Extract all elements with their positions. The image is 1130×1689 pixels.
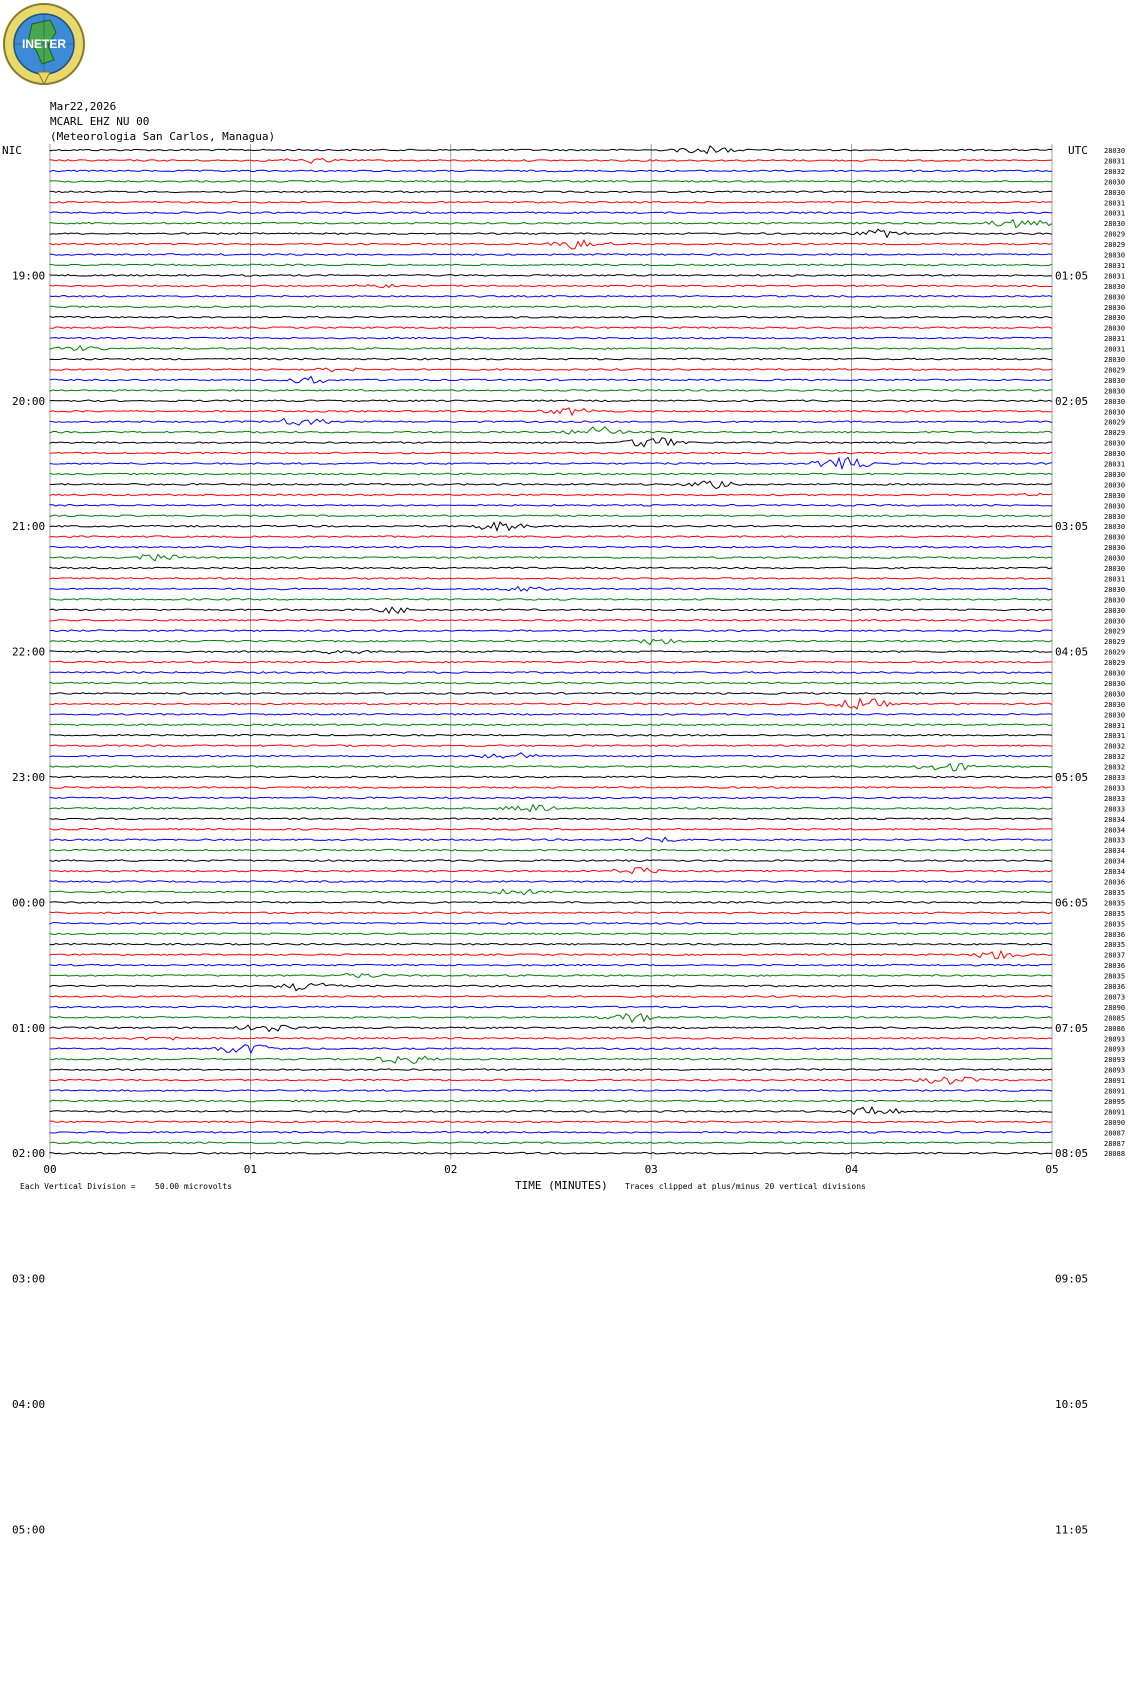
seismic-trace — [50, 1152, 1052, 1154]
trace-value-label: 28031 — [1104, 199, 1126, 208]
trace-value-label: 28034 — [1104, 815, 1126, 824]
seismic-trace — [50, 146, 1052, 154]
seismic-trace — [50, 973, 1052, 977]
left-time-label: 02:00 — [12, 1147, 46, 1161]
trace-value-label: 28033 — [1104, 784, 1126, 793]
seismic-trace — [50, 346, 1052, 351]
trace-value-label: 28030 — [1104, 606, 1126, 615]
seismic-trace — [50, 254, 1052, 256]
seismic-trace — [50, 889, 1052, 895]
seismic-trace — [50, 912, 1052, 914]
trace-value-label: 28030 — [1104, 523, 1126, 532]
right-time-label: 05:05 — [1055, 771, 1089, 784]
trace-value-label: 28030 — [1104, 596, 1126, 605]
seismic-trace — [50, 1077, 1052, 1084]
trace-value-label: 28032 — [1104, 167, 1126, 176]
seismic-trace — [50, 693, 1052, 695]
trace-value-label: 28030 — [1104, 376, 1126, 385]
trace-value-label: 28091 — [1104, 1087, 1126, 1096]
trace-value-label: 28030 — [1104, 439, 1126, 448]
trace-value-label: 28029 — [1104, 638, 1126, 647]
trace-value-label: 28030 — [1104, 711, 1126, 720]
vertical-division-value: 50.00 microvolts — [155, 1182, 233, 1192]
left-time-label: 23:00 — [12, 771, 46, 784]
trace-value-label: 28029 — [1104, 230, 1126, 239]
right-time-label: 06:05 — [1055, 896, 1089, 910]
logo-text: INETER — [21, 37, 67, 51]
seismic-trace — [50, 515, 1052, 517]
seismic-trace — [50, 753, 1052, 758]
seismic-trace — [50, 481, 1052, 489]
trace-value-label: 28030 — [1104, 617, 1126, 626]
trace-value-label: 28085 — [1104, 1014, 1126, 1023]
seismic-trace — [50, 849, 1052, 851]
seismic-trace — [50, 1121, 1052, 1123]
right-time-label: 03:05 — [1055, 520, 1089, 534]
trace-value-label: 28031 — [1104, 272, 1126, 281]
seismic-trace — [50, 419, 1052, 426]
x-axis-label: TIME (MINUTES) — [515, 1179, 608, 1193]
left-time-label: 21:00 — [12, 520, 46, 534]
seismic-trace — [50, 1014, 1052, 1023]
trace-value-label: 28030 — [1104, 512, 1126, 521]
trace-value-label: 28086 — [1104, 1024, 1126, 1033]
left-time-label: 20:00 — [12, 394, 46, 408]
seismic-trace — [50, 202, 1052, 204]
trace-value-label: 28034 — [1104, 826, 1126, 835]
trace-value-label: 28036 — [1104, 878, 1126, 887]
seismic-trace — [50, 358, 1052, 360]
seismic-trace — [50, 522, 1052, 531]
seismic-trace — [50, 181, 1052, 183]
trace-value-label: 28030 — [1104, 565, 1126, 573]
trace-value-label: 28035 — [1104, 972, 1126, 981]
seismic-trace — [50, 787, 1052, 789]
trace-value-label: 28037 — [1104, 951, 1126, 960]
seismic-trace — [50, 933, 1052, 935]
trace-value-label: 28030 — [1104, 502, 1126, 511]
trace-value-label: 28029 — [1104, 366, 1126, 375]
seismic-trace — [50, 427, 1052, 434]
trace-value-label: 28031 — [1104, 460, 1126, 469]
right-time-label: 01:05 — [1055, 269, 1089, 283]
seismic-trace — [50, 964, 1052, 966]
seismic-trace — [50, 639, 1052, 644]
trace-value-label: 28093 — [1104, 1066, 1126, 1075]
seismic-trace — [50, 457, 1052, 468]
trace-value-label: 28034 — [1104, 847, 1126, 856]
trace-value-label: 28031 — [1104, 575, 1126, 584]
trace-value-label: 28087 — [1104, 1129, 1126, 1138]
trace-value-label: 28030 — [1104, 481, 1126, 490]
seismic-trace — [50, 724, 1052, 726]
x-tick-label: 00 — [43, 1163, 57, 1177]
x-tick-label: 01 — [243, 1163, 258, 1177]
trace-value-label: 28030 — [1104, 408, 1126, 417]
trace-value-label: 28030 — [1104, 679, 1126, 688]
trace-value-label: 28030 — [1104, 544, 1126, 553]
seismic-trace — [50, 212, 1052, 214]
left-time-label: 19:00 — [12, 269, 46, 283]
seismic-trace — [50, 264, 1052, 266]
trace-value-label: 28029 — [1104, 418, 1126, 427]
seismic-trace — [50, 1006, 1052, 1008]
trace-value-label: 28030 — [1104, 147, 1126, 155]
trace-value-label: 28035 — [1104, 909, 1126, 918]
trace-value-label: 28031 — [1104, 335, 1126, 344]
seismic-trace — [50, 158, 1052, 163]
seismic-trace — [50, 661, 1052, 663]
seismic-trace — [50, 408, 1052, 415]
x-tick-label: 03 — [644, 1163, 658, 1177]
right-time-label: 04:05 — [1055, 645, 1089, 659]
seismic-trace — [50, 672, 1052, 674]
trace-value-label: 28033 — [1104, 794, 1126, 803]
seismic-trace — [50, 1069, 1052, 1071]
seismic-trace — [50, 650, 1052, 653]
location-label: (Meteorologia San Carlos, Managua) — [50, 130, 276, 143]
seismic-trace — [50, 567, 1052, 569]
seismic-trace — [50, 493, 1052, 495]
trace-value-label: 28030 — [1104, 356, 1126, 364]
trace-value-label: 28087 — [1104, 1139, 1126, 1148]
right-time-label: 10:05 — [1055, 1398, 1089, 1411]
trace-value-label: 28035 — [1104, 899, 1126, 908]
seismic-trace — [50, 296, 1052, 298]
seismic-trace — [50, 546, 1052, 548]
trace-value-label: 28029 — [1104, 241, 1126, 250]
seismic-trace — [50, 1025, 1052, 1031]
trace-value-label: 28030 — [1104, 690, 1126, 699]
x-tick-label: 02 — [444, 1163, 458, 1177]
trace-value-label: 28093 — [1104, 1056, 1126, 1065]
left-time-label: 03:00 — [12, 1272, 46, 1286]
trace-value-label: 28032 — [1104, 753, 1126, 762]
seismic-trace — [50, 881, 1052, 883]
seismic-trace — [50, 1045, 1052, 1053]
trace-value-label: 28036 — [1104, 962, 1126, 971]
seismic-trace — [50, 630, 1052, 632]
trace-value-label: 28031 — [1104, 732, 1126, 741]
right-time-label: 09:05 — [1055, 1272, 1089, 1286]
seismic-trace — [50, 452, 1052, 454]
trace-value-label: 28031 — [1104, 261, 1126, 270]
seismic-trace — [50, 229, 1052, 237]
trace-value-label: 28030 — [1104, 314, 1126, 323]
trace-value-label: 28095 — [1104, 1097, 1126, 1106]
seismic-trace — [50, 745, 1052, 747]
seismic-trace — [50, 860, 1052, 862]
trace-value-label: 28035 — [1104, 888, 1126, 897]
seismic-trace — [50, 923, 1052, 925]
trace-value-label: 28088 — [1104, 1150, 1126, 1159]
trace-value-label: 28030 — [1104, 220, 1126, 229]
seismic-trace — [50, 368, 1052, 372]
trace-value-label: 28090 — [1104, 1118, 1126, 1127]
left-time-label: 01:00 — [12, 1021, 46, 1035]
trace-value-label: 28032 — [1104, 742, 1126, 751]
seismic-trace — [50, 390, 1052, 392]
trace-value-label: 28030 — [1104, 585, 1126, 594]
seismic-trace — [50, 996, 1052, 998]
trace-value-label: 28030 — [1104, 251, 1126, 260]
seismic-trace — [50, 699, 1052, 710]
seismic-trace — [50, 587, 1052, 591]
trace-value-label: 28091 — [1104, 1077, 1126, 1086]
seismic-trace — [50, 473, 1052, 475]
seismic-trace — [50, 943, 1052, 945]
trace-value-label: 28029 — [1104, 627, 1126, 636]
trace-value-label: 28073 — [1104, 993, 1126, 1002]
vertical-division-note: Each Vertical Division = — [20, 1182, 136, 1192]
seismic-trace — [50, 191, 1052, 193]
trace-value-label: 28093 — [1104, 1035, 1126, 1044]
trace-value-label: 28030 — [1104, 188, 1126, 197]
x-tick-label: 05 — [1045, 1163, 1059, 1177]
trace-value-label: 28032 — [1104, 763, 1126, 772]
seismic-trace — [50, 578, 1052, 580]
left-time-label: 22:00 — [12, 645, 46, 659]
seismic-trace — [50, 284, 1052, 287]
seismic-trace — [50, 829, 1052, 831]
nic-label: NIC — [2, 144, 22, 157]
seismic-trace — [50, 536, 1052, 538]
seismic-trace — [50, 1100, 1052, 1102]
seismic-trace — [50, 902, 1052, 904]
seismic-trace — [50, 1056, 1052, 1063]
seismic-trace — [50, 620, 1052, 622]
trace-value-label: 28034 — [1104, 857, 1126, 866]
seismic-trace — [50, 763, 1052, 770]
left-time-label: 05:00 — [12, 1523, 46, 1537]
date-label: Mar22,2026 — [50, 100, 117, 113]
right-time-label: 08:05 — [1055, 1147, 1089, 1161]
trace-value-label: 28029 — [1104, 659, 1126, 668]
seismic-trace — [50, 554, 1052, 561]
right-time-label: 11:05 — [1055, 1523, 1089, 1537]
trace-value-label: 28030 — [1104, 178, 1126, 187]
trace-value-label: 28031 — [1104, 209, 1126, 218]
seismic-trace — [50, 438, 1052, 447]
trace-value-label: 28030 — [1104, 450, 1126, 459]
seismic-trace — [50, 170, 1052, 172]
seismic-trace — [50, 1132, 1052, 1134]
seismic-trace — [50, 1107, 1052, 1114]
seismic-trace — [50, 868, 1052, 874]
seismic-trace — [50, 734, 1052, 736]
trace-value-label: 28033 — [1104, 836, 1126, 845]
trace-value-label: 28033 — [1104, 805, 1126, 814]
seismic-trace — [50, 599, 1052, 601]
trace-value-label: 28030 — [1104, 387, 1126, 396]
trace-value-label: 28030 — [1104, 533, 1126, 542]
clip-note: Traces clipped at plus/minus 20 vertical divisions — [625, 1182, 866, 1192]
trace-value-label: 28034 — [1104, 868, 1126, 877]
seismic-trace — [50, 1037, 1052, 1040]
station-label: MCARL EHZ NU 00 — [50, 115, 150, 128]
trace-value-label: 28030 — [1104, 397, 1126, 406]
seismic-trace — [50, 400, 1052, 402]
seismic-trace — [50, 327, 1052, 329]
left-time-label: 04:00 — [12, 1398, 46, 1411]
trace-value-label: 28031 — [1104, 345, 1126, 354]
trace-value-label: 28029 — [1104, 429, 1126, 438]
seismic-trace — [50, 316, 1052, 318]
trace-value-label: 28030 — [1104, 700, 1126, 709]
trace-value-label: 28030 — [1104, 282, 1126, 291]
trace-value-label: 28033 — [1104, 774, 1126, 782]
seismic-trace — [50, 797, 1052, 799]
trace-value-label: 28030 — [1104, 554, 1126, 563]
trace-value-label: 28031 — [1104, 721, 1126, 730]
left-time-label: 00:00 — [12, 896, 46, 910]
seismic-trace — [50, 837, 1052, 842]
seismic-trace — [50, 337, 1052, 339]
seismic-trace — [50, 220, 1052, 228]
seismic-trace — [50, 240, 1052, 249]
seismic-trace — [50, 776, 1052, 778]
trace-value-label: 28030 — [1104, 324, 1126, 333]
seismic-trace — [50, 682, 1052, 684]
trace-value-label: 28030 — [1104, 491, 1126, 500]
x-tick-label: 04 — [844, 1163, 859, 1177]
trace-value-label: 28030 — [1104, 669, 1126, 678]
trace-value-label: 28029 — [1104, 648, 1126, 657]
seismic-trace — [50, 951, 1052, 958]
seismic-trace — [50, 376, 1052, 383]
trace-value-label: 28030 — [1104, 293, 1126, 302]
trace-value-label: 28093 — [1104, 1045, 1126, 1054]
right-time-label: 02:05 — [1055, 394, 1089, 408]
seismic-trace — [50, 1090, 1052, 1092]
seismic-trace — [50, 805, 1052, 812]
trace-value-label: 28035 — [1104, 920, 1126, 929]
trace-value-label: 28090 — [1104, 1003, 1126, 1012]
seismic-trace — [50, 714, 1052, 716]
seismic-trace — [50, 818, 1052, 820]
trace-value-label: 28036 — [1104, 983, 1126, 991]
trace-value-label: 28031 — [1104, 157, 1126, 166]
utc-label: UTC — [1068, 144, 1088, 157]
seismic-trace — [50, 505, 1052, 507]
seismic-trace — [50, 1142, 1052, 1144]
seismic-trace — [50, 306, 1052, 308]
trace-value-label: 28036 — [1104, 930, 1126, 939]
seismic-trace — [50, 983, 1052, 991]
seismic-trace — [50, 275, 1052, 277]
trace-value-label: 28091 — [1104, 1108, 1126, 1117]
trace-value-label: 28030 — [1104, 470, 1126, 479]
trace-value-label: 28030 — [1104, 303, 1126, 312]
seismic-trace — [50, 607, 1052, 613]
right-time-label: 07:05 — [1055, 1021, 1089, 1035]
trace-value-label: 28035 — [1104, 941, 1126, 950]
